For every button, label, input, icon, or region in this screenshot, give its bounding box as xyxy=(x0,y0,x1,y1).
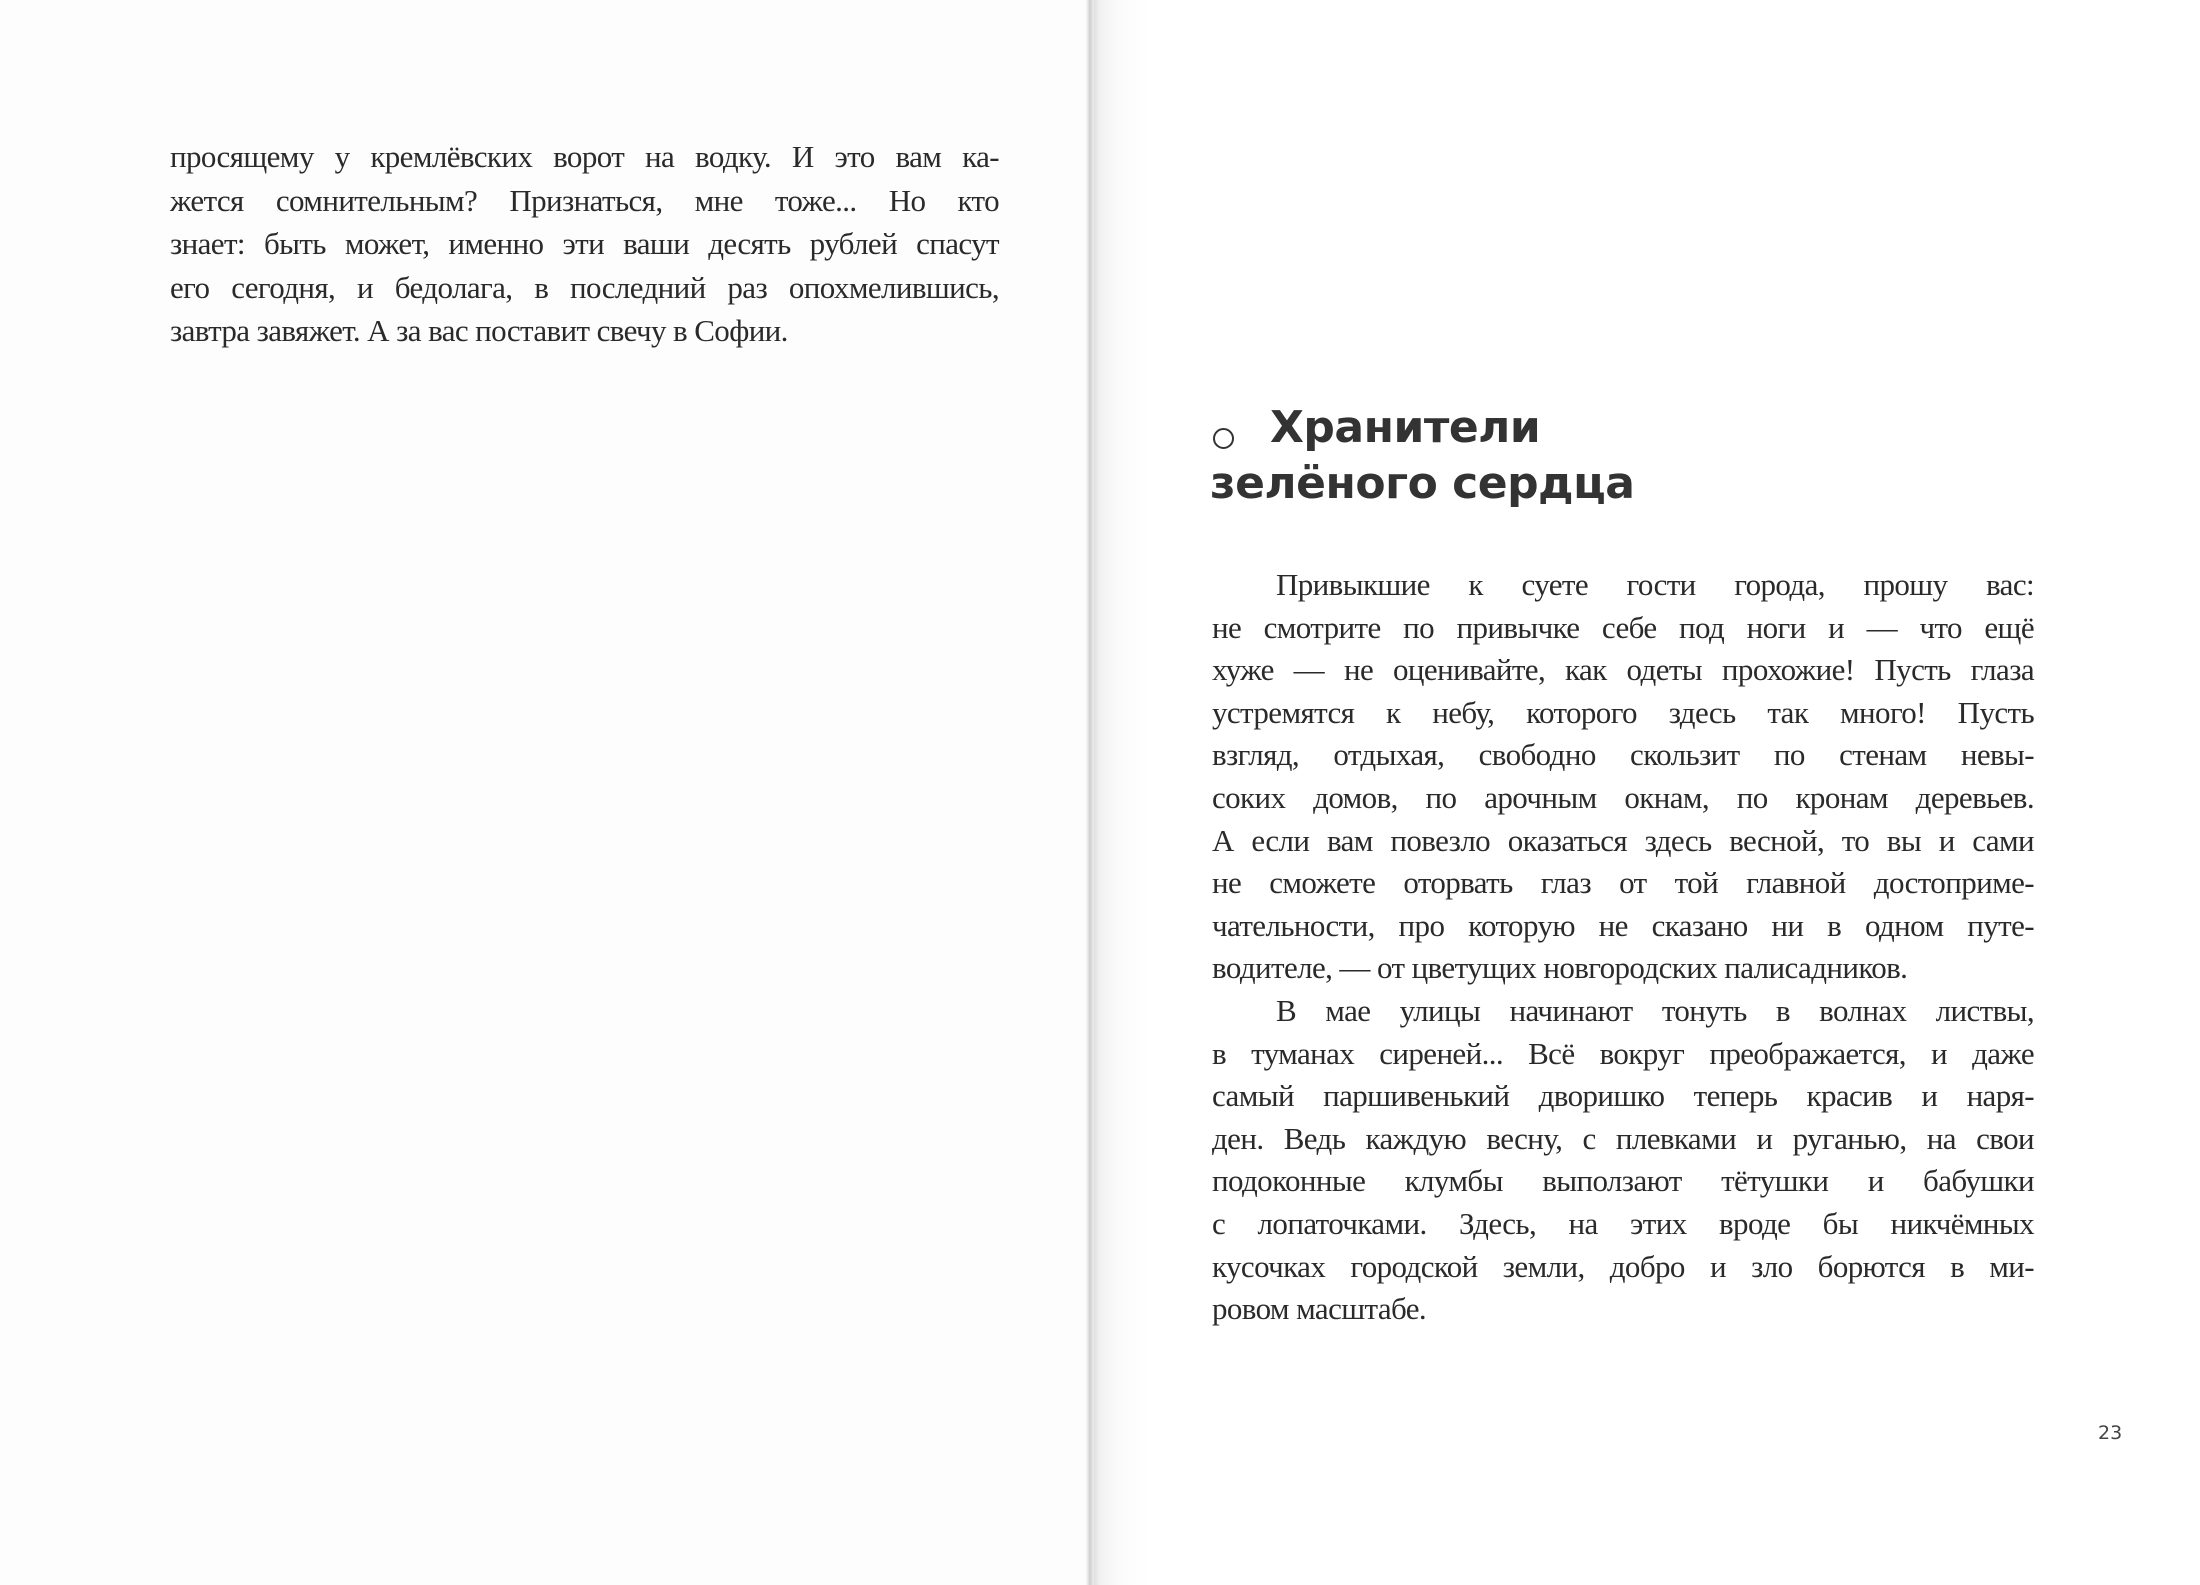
text-line: водителе, — от цветущих новгородских палисадников. xyxy=(1212,950,1908,986)
text-line: В мае улицы начинают тонуть в волнах листвы, xyxy=(1276,993,2034,1028)
page-number: 23 xyxy=(2098,1422,2123,1444)
text-line: знает: быть может, именно эти ваши десять рублей спасут xyxy=(170,226,999,261)
text-line: жется сомнительным? Признаться, мне тоже... Но кто xyxy=(170,182,999,218)
text-line: с лопаточками. Здесь, на этих вроде бы никчёмных xyxy=(1212,1206,2034,1241)
text-line: не смотрите по привычке себе под ноги и — что ещё xyxy=(1212,609,2034,645)
text-line: соких домов, по арочным окнам, по кронам деревьев. xyxy=(1212,780,2034,815)
text-line: ровом масштабе. xyxy=(1212,1291,1427,1327)
text-line: завтра завяжет. А за вас поставит свечу в Софии. xyxy=(170,313,788,348)
text-line: подоконные клумбы выползают тётушки и бабушки xyxy=(1212,1163,2034,1199)
text-line: хуже — не оценивайте, как одеты прохожие! Пусть глаза xyxy=(1212,652,2034,688)
text-line: ден. Ведь каждую весну, с плевками и руганью, на свои xyxy=(1212,1120,2034,1156)
section-heading-line-2: зелёного сердца xyxy=(1210,458,1635,509)
text-line: кусочках городской земли, добро и зло борются в ми- xyxy=(1212,1248,2034,1284)
text-line: А если вам повезло оказаться здесь весной, то вы и сами xyxy=(1212,822,2034,858)
text-line: чательности, про которую не сказано ни в одном путе- xyxy=(1212,907,2034,943)
text-line: устремятся к небу, которого здесь так много! Пусть xyxy=(1212,694,2034,730)
text-line: в туманах сиреней... Всё вокруг преображается, и даже xyxy=(1212,1035,2034,1071)
text-line: просящему у кремлёвских ворот на водку. И это вам ка- xyxy=(170,139,999,174)
text-line: самый паршивенький дворишко теперь красив и наря- xyxy=(1212,1078,2034,1114)
section-heading-line-1: Хранители xyxy=(1270,402,1541,453)
text-line: его сегодня, и бедолага, в последний раз опохмелившись, xyxy=(170,269,999,305)
text-line: не сможете оторвать глаз от той главной достоприме- xyxy=(1212,865,2034,901)
book-gutter xyxy=(1086,0,1094,1585)
text-line: взгляд, отдыхая, свободно скользит по стенам невы- xyxy=(1212,737,2034,773)
section-circle-icon xyxy=(1213,428,1234,449)
text-line: Привыкшие к суете гости города, прошу вас: xyxy=(1276,567,2034,602)
